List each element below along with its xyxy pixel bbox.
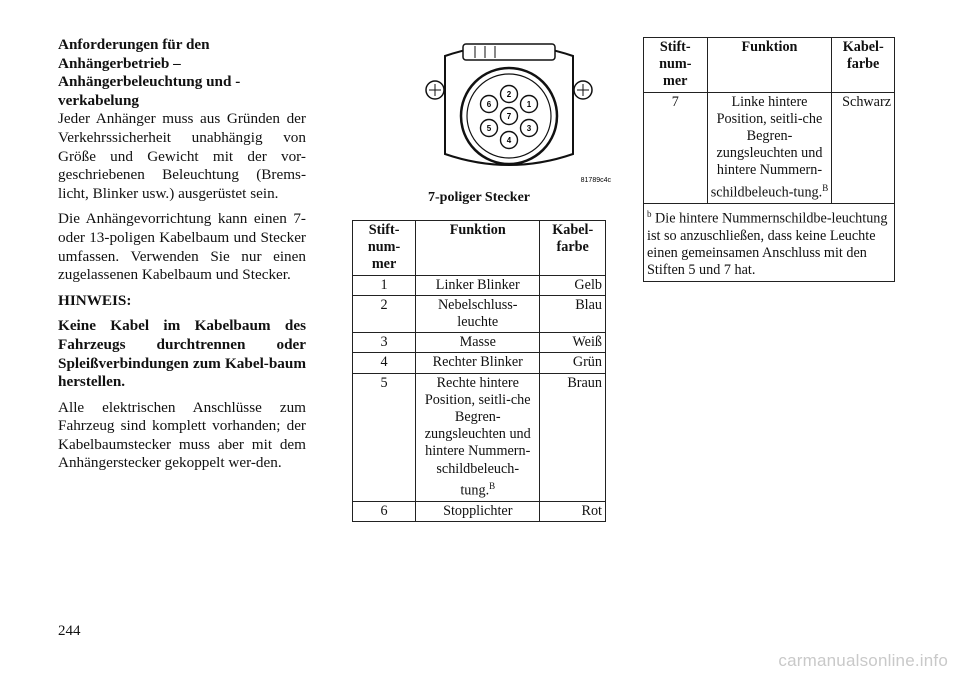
left-text-column: [58, 36, 306, 480]
cell-pin: 1: [353, 275, 416, 295]
cell-pin: 5: [353, 373, 416, 501]
seven-pin-connector-illustration: [405, 36, 613, 186]
cell-function: [416, 373, 540, 501]
function-text: Linke hintere Position, seitli-che Begren-zungsleuchten und hintere Nummern-schildbeleuch-tung.: [710, 93, 823, 201]
header-pin: Stift-num-mer: [353, 221, 416, 276]
cell-color: Rot: [540, 501, 606, 521]
footnote-mark: b: [647, 208, 652, 219]
cell-pin: 3: [353, 333, 416, 353]
note-text: Keine Kabel im Kabelbaum des Fahrzeugs durchtrennen oder Spleißverbindungen zum Kabel-baum herstellen.: [58, 317, 306, 391]
cell-color: Gelb: [540, 275, 606, 295]
paragraph-connections: Alle elektrischen Anschlüsse zum Fahrzeug sind komplett vorhanden; der Kabelbaumstecker muss aber mit dem Anhängerstecker gekoppelt wer-den.: [58, 398, 306, 472]
pin-2-label: 2: [506, 90, 512, 99]
paragraph-lighting: Jeder Anhänger muss aus Gründen der Verkehrssicherheit unabhängig von Größe und Gewicht mit der vor-geschriebenen Beleuchtung (Brems-licht, Blinker usw.) ausgerüstet sein.: [58, 110, 306, 202]
cell-color: Grün: [540, 353, 606, 373]
section-heading: Anforderungen für den Anhängerbetrieb – Anhängerbeleuchtung und -verkabelung: [58, 36, 241, 109]
note-label: HINWEIS:: [58, 291, 132, 309]
footnote-ref: B: [822, 182, 829, 193]
cell-function: Nebelschluss-leuchte: [416, 295, 540, 332]
cell-color: Braun: [540, 373, 606, 501]
page-number: 244: [58, 623, 81, 639]
footnote-text: Die hintere Nummernschildbe-leuchtung ist so anzuschließen, dass keine Leuchte einen gemeinsamen Anschluss mit den Stiften 5 und 7 hat.: [647, 210, 888, 278]
table-header-row: [644, 38, 895, 93]
footnote-ref: B: [489, 480, 496, 491]
cell-function: Masse: [416, 333, 540, 353]
pin-5-label: 5: [486, 124, 492, 133]
cell-color: Blau: [540, 295, 606, 332]
header-color: Kabel-farbe: [540, 221, 606, 276]
cell-pin: 6: [353, 501, 416, 521]
table-row: [353, 353, 606, 373]
connector-figure: [405, 36, 613, 186]
table-row: [353, 501, 606, 521]
table-row: [353, 275, 606, 295]
header-pin: Stift-num-mer: [644, 38, 708, 93]
table-row: [644, 92, 895, 203]
figure-caption: 7-poliger Stecker: [428, 190, 530, 205]
pin-table-1: [352, 220, 606, 522]
pin-3-label: 3: [526, 124, 532, 133]
footnote-row: [644, 203, 895, 282]
cell-function: Linker Blinker: [416, 275, 540, 295]
pin-7-label: 7: [506, 112, 512, 121]
header-function: Funktion: [416, 221, 540, 276]
cell-pin: 2: [353, 295, 416, 332]
cell-pin: 7: [644, 92, 708, 203]
figure-code: 81789c4c: [580, 177, 611, 184]
watermark-text: carmanualsonline.info: [778, 651, 948, 670]
cell-function: Stopplichter: [416, 501, 540, 521]
table-row: [353, 373, 606, 501]
pin-4-label: 4: [506, 136, 512, 145]
header-function: Funktion: [707, 38, 832, 93]
cell-pin: 4: [353, 353, 416, 373]
table-row: [353, 333, 606, 353]
pin-1-label: 1: [526, 100, 532, 109]
table-row: [353, 295, 606, 332]
pin-6-label: 6: [486, 100, 492, 109]
cell-color: Schwarz: [832, 92, 895, 203]
paragraph-harness: Die Anhängevorrichtung kann einen 7- oder 13-poligen Kabelbaum und Stecker umfassen. Verwenden Sie nur einen zugelassenen Kabelbaum und Stecker.: [58, 210, 306, 284]
table-header-row: [353, 221, 606, 276]
header-color: Kabel-farbe: [832, 38, 895, 93]
function-text: Rechte hintere Position, seitli-che Begren-zungsleuchten und hintere Nummern-schildbeleuch-tung.: [424, 374, 531, 499]
cell-function: Rechter Blinker: [416, 353, 540, 373]
cell-function: [707, 92, 832, 203]
pin-table-2: [643, 37, 895, 282]
cell-color: Weiß: [540, 333, 606, 353]
footnote-cell: [644, 203, 895, 282]
